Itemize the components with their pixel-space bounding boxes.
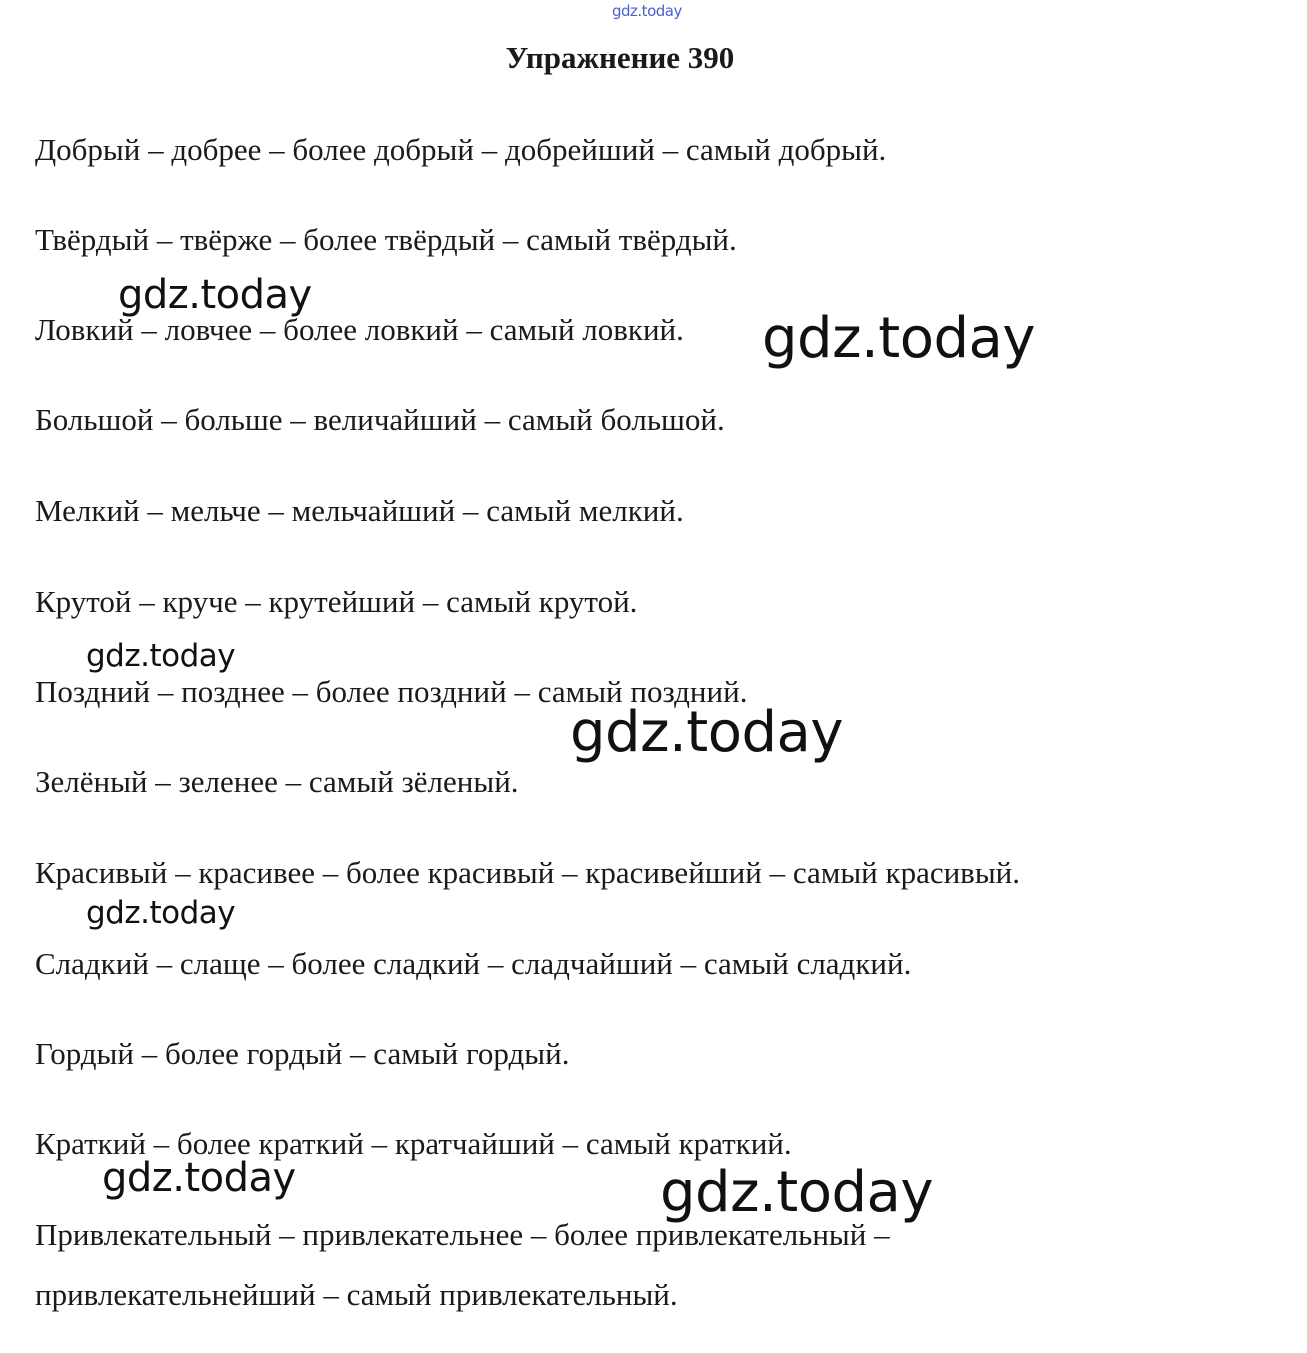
watermark: gdz.today — [118, 272, 312, 318]
watermark: gdz.today — [570, 700, 844, 765]
text-line: привлекательнейший – самый привлекательный. — [35, 1277, 678, 1312]
text-line: Краткий – более краткий – кратчайший – самый краткий. — [35, 1126, 792, 1161]
text-line: Привлекательный – привлекательнее – более привлекательный – — [35, 1217, 890, 1252]
text-line: Крутой – круче – крутейший – самый крутой. — [35, 584, 638, 619]
text-line: Гордый – более гордый – самый гордый. — [35, 1036, 570, 1071]
text-line: Добрый – добрее – более добрый – добрейший – самый добрый. — [35, 132, 887, 167]
text-line: Твёрдый – твёрже – более твёрдый – самый твёрдый. — [35, 222, 737, 257]
text-line: Мелкий – мельче – мельчайший – самый мелкий. — [35, 493, 684, 528]
text-line: Красивый – красивее – более красивый – красивейший – самый красивый. — [35, 855, 1020, 890]
text-line: Сладкий – слаще – более сладкий – сладчайший – самый сладкий. — [35, 946, 912, 981]
text-line: Ловкий – ловчее – более ловкий – самый ловкий. — [35, 312, 684, 347]
watermark: gdz.today — [86, 895, 236, 931]
watermark: gdz.today — [660, 1160, 934, 1225]
watermark: gdz.today — [102, 1155, 296, 1201]
text-line: Поздний – позднее – более поздний – самый поздний. — [35, 674, 748, 709]
text-line: Большой – больше – величайший – самый большой. — [35, 402, 725, 437]
text-line: Зелёный – зеленее – самый зёленый. — [35, 764, 519, 799]
watermark: gdz.today — [86, 638, 236, 674]
top-watermark: gdz.today — [612, 2, 682, 20]
watermark: gdz.today — [762, 306, 1036, 371]
page-title: Упражнение 390 — [505, 40, 735, 75]
